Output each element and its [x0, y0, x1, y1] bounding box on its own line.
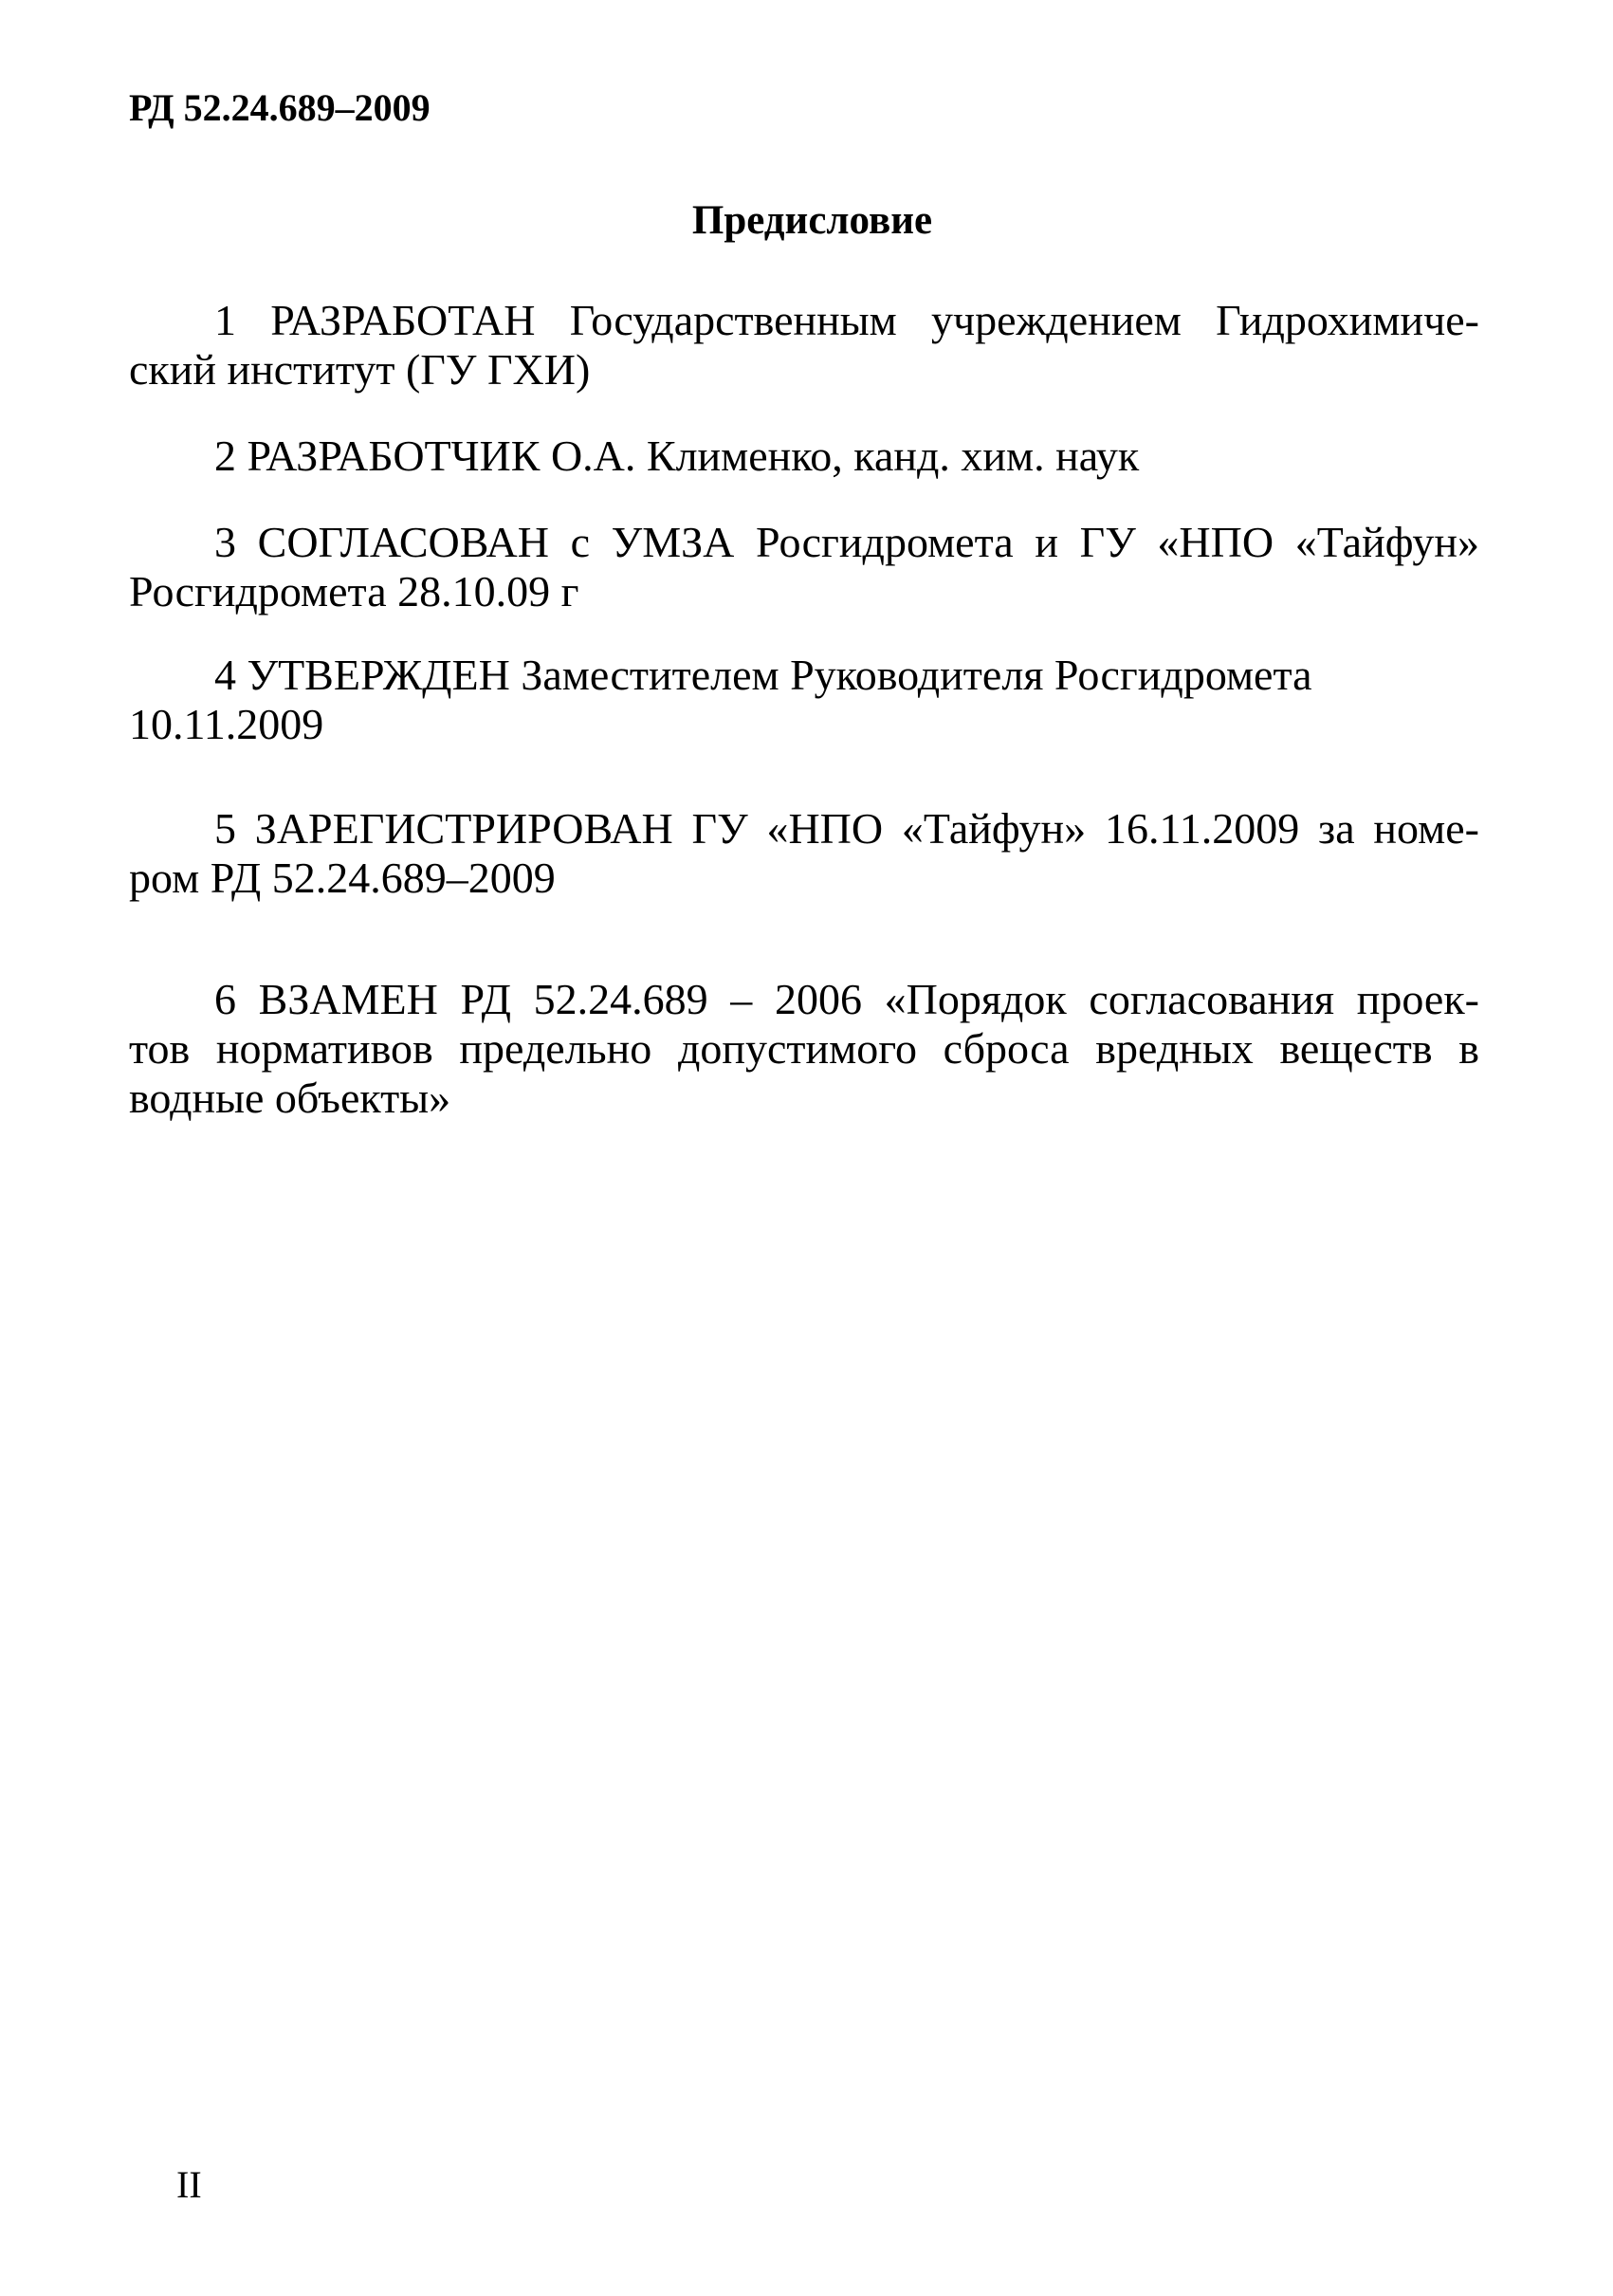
foreword-item-5-line-1: 5 ЗАРЕГИСТРИРОВАН ГУ «НПО «Тайфун» 16.11.2009 за номе-: [214, 804, 1479, 853]
foreword-item-4: [129, 651, 1479, 749]
foreword-item-1-line-2: ский институт (ГУ ГХИ): [129, 345, 591, 394]
foreword-item-6-line-3: водные объекты»: [129, 1074, 451, 1122]
document-code: РД 52.24.689–2009: [129, 86, 431, 129]
foreword-item-2-line-1: 2 РАЗРАБОТЧИК О.А. Клименко, канд. хим. наук: [214, 432, 1140, 480]
foreword-item-3-line-2: Росгидромета 28.10.09 г: [129, 567, 579, 615]
foreword-item-6-line-2: тов нормативов предельно допустимого сброса вредных веществ в: [129, 1024, 1479, 1073]
foreword-item-6: [129, 975, 1479, 1123]
foreword-item-3: [129, 518, 1479, 616]
foreword-item-4-line-1: 4 УТВЕРЖДЕН Заместителем Руководителя Росгидромета: [214, 651, 1312, 699]
page-number: II: [176, 2163, 202, 2206]
foreword-item-6-line-1: 6 ВЗАМЕН РД 52.24.689 – 2006 «Порядок согласования проек-: [214, 975, 1479, 1023]
page-title: Предисловие: [691, 198, 933, 243]
foreword-item-5-line-2: ром РД 52.24.689–2009: [129, 854, 556, 902]
foreword-item-1-line-1: 1 РАЗРАБОТАН Государственным учреждением Гидрохимиче-: [214, 296, 1479, 344]
foreword-item-1: [129, 296, 1479, 395]
foreword-item-3-line-1: 3 СОГЛАСОВАН с УМЗА Росгидромета и ГУ «НПО «Тайфун»: [214, 518, 1479, 566]
foreword-item-5: [129, 804, 1479, 903]
foreword-item-2: [129, 432, 1479, 481]
foreword-item-4-line-2: 10.11.2009: [129, 700, 324, 748]
